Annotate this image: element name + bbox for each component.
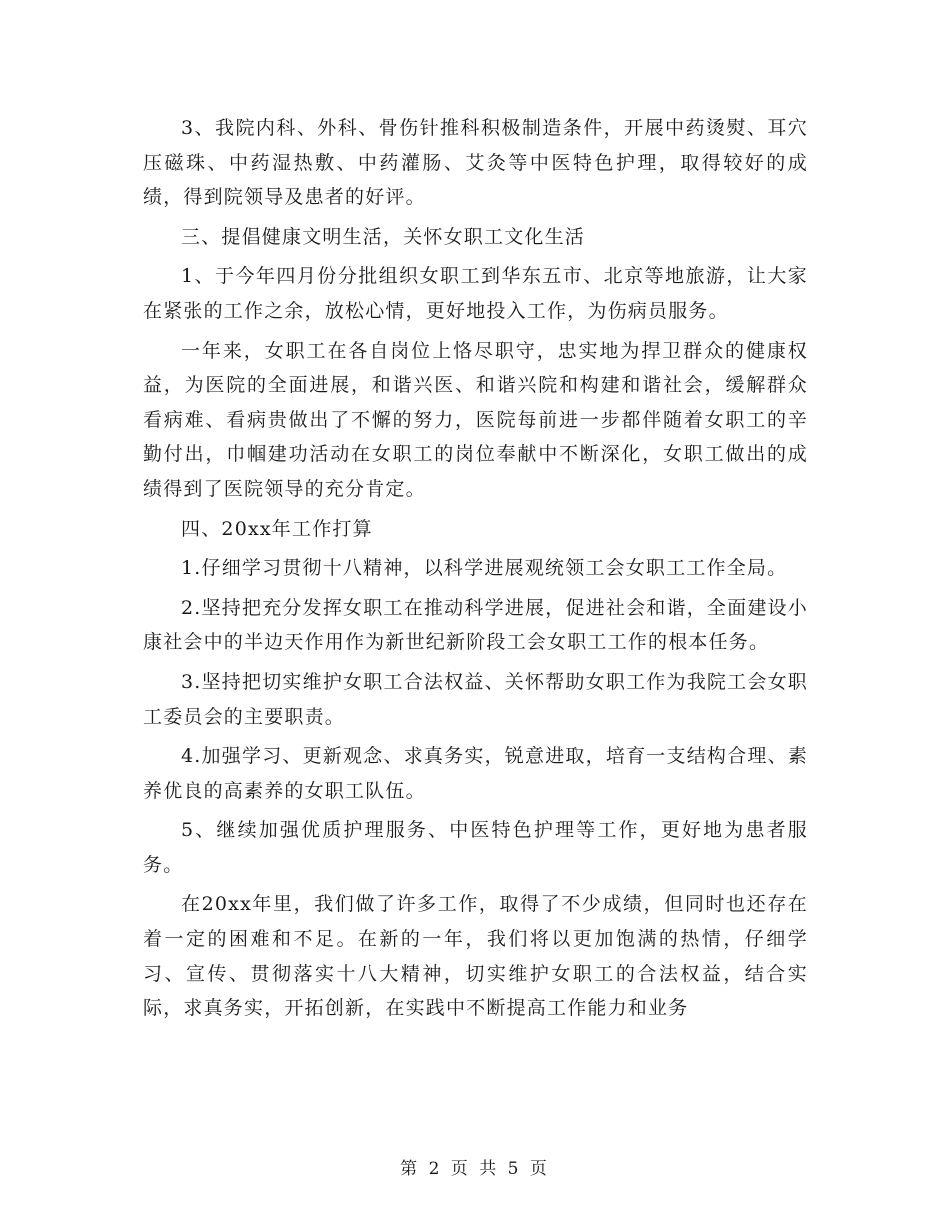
plan-item-2: 2.坚持把充分发挥女职工在推动科学进展，促进社会和谐，全面建设小康社会中的半边天作用作为新世纪新阶段工会女职工工作的根本任务。	[143, 596, 808, 654]
paragraph-item-3-tcm-nursing: 3、我院内科、外科、骨伤针推科积极制造条件，开展中药烫熨、耳穴压磁珠、中药湿热敷、中药灌肠、艾灸等中医特色护理，取得较好的成绩，得到院领导及患者的好评。	[143, 117, 808, 209]
paragraph-closing: 在20xx年里，我们做了许多工作，取得了不少成绩，但同时也还存在着一定的困难和不足。在新的一年，我们将以更加饱满的热情，仔细学习、宣传、贯彻落实十八大精神，切实维护女职工的合法权益，结合实际，求真务实，开拓创新，在实践中不断提高工作能力和业务	[143, 893, 808, 1020]
paragraph-year-summary: 一年来，女职工在各自岗位上恪尽职守，忠实地为捍卫群众的健康权益，为医院的全面进展，和谐兴医、和谐兴院和构建和谐社会，缓解群众看病难、看病贵做出了不懈的努力，医院每前进一步都伴随着女职工的辛勤付出，巾帼建功活动在女职工的岗位奉献中不断深化，女职工做出的成绩得到了医院领导的充分肯定。	[143, 339, 808, 500]
section-heading-work-plan: 四、20xx年工作打算	[181, 517, 373, 540]
plan-item-3: 3.坚持把切实维护女职工合法权益、关怀帮助女职工作为我院工会女职工委员会的主要职责。	[143, 670, 808, 728]
document-body	[143, 111, 808, 1031]
paragraph-item-1-travel: 1、于今年四月份分批组织女职工到华东五市、北京等地旅游，让大家在紧张的工作之余，放松心情，更好地投入工作，为伤病员服务。	[143, 265, 808, 322]
page-number-footer: 第 2 页 共 5 页	[400, 1159, 550, 1179]
plan-item-4: 4.加强学习、更新观念、求真务实，锐意进取，培育一支结构合理、素养优良的高素养的女职工队伍。	[143, 745, 808, 802]
plan-item-1: 1.仔细学习贯彻十八精神，以科学进展观统领工会女职工工作全局。	[181, 557, 788, 580]
plan-item-5: 5、继续加强优质护理服务、中医特色护理等工作，更好地为患者服务。	[143, 819, 808, 876]
section-heading-healthy-life: 三、提倡健康文明生活，关怀女职工文化生活	[181, 225, 586, 248]
